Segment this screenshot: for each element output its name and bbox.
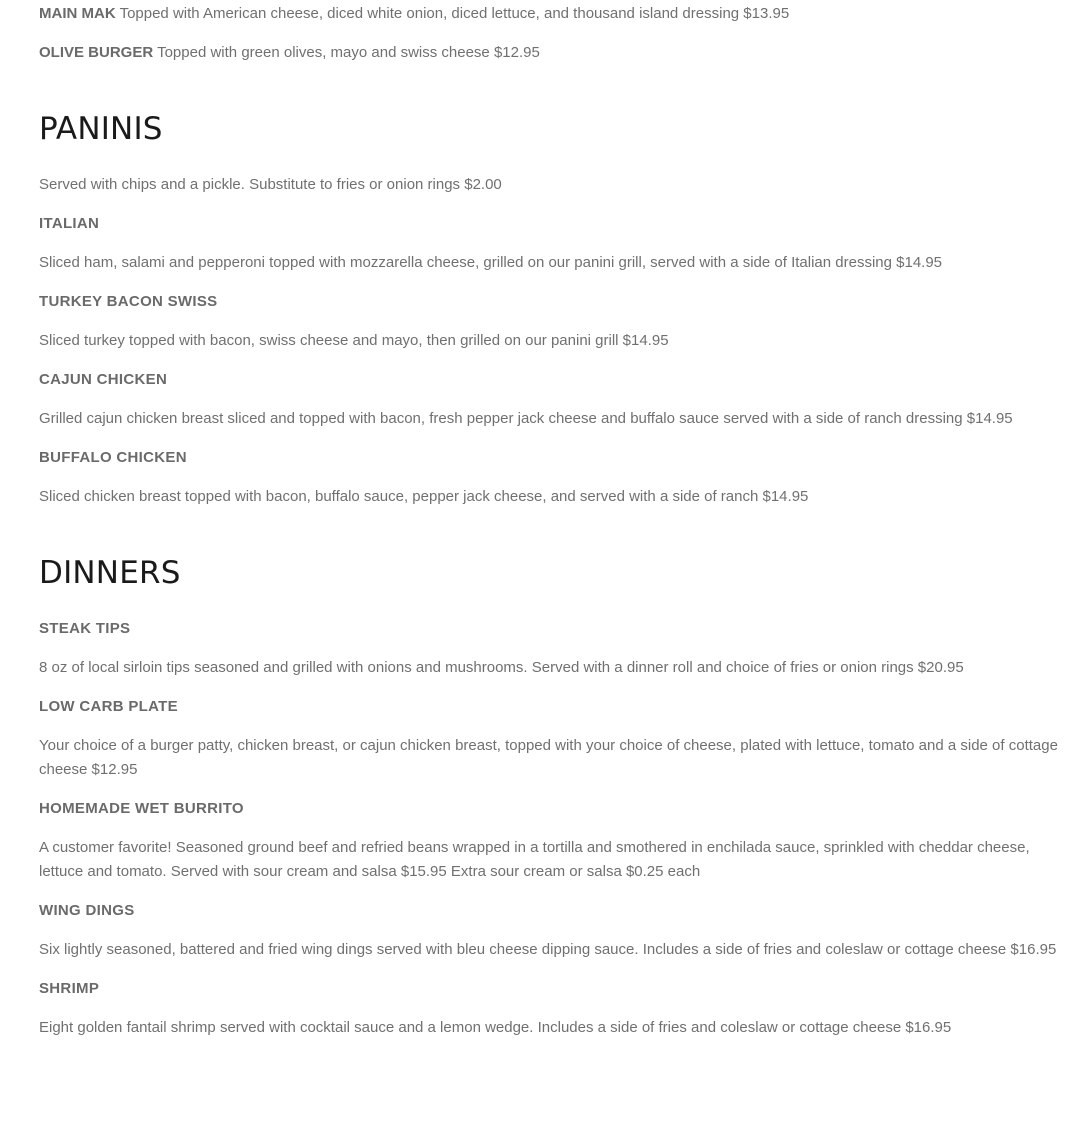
menu-page (39, 0, 1059, 1040)
item-description: Topped with green olives, mayo and swiss cheese $12.95 (157, 44, 540, 61)
item-name: BUFFALO CHICKEN (39, 449, 187, 466)
item-description: Six lightly seasoned, battered and fried wing dings served with bleu cheese dipping sauce. Includes a side of fries and coleslaw or cottage cheese $16.95 (39, 941, 1057, 958)
item-name: WING DINGS (39, 902, 135, 919)
item-name: ITALIAN (39, 215, 100, 232)
item-name: TURKEY BACON SWISS (39, 293, 218, 310)
menu-item-main-mak (39, 2, 1059, 26)
item-description: Sliced turkey topped with bacon, swiss cheese and mayo, then grilled on our panini grill $14.95 (39, 332, 669, 349)
item-description: Sliced chicken breast topped with bacon, buffalo sauce, pepper jack cheese, and served with a side of ranch $14.95 (39, 488, 809, 505)
section-title-paninis: PANINIS (39, 111, 163, 147)
item-name: SHRIMP (39, 980, 100, 997)
item-description: Your choice of a burger patty, chicken breast, or cajun chicken breast, topped with your choice of cheese, plated with lettuce, tomato and a side of cottage cheese $12.95 (39, 737, 1058, 778)
item-name: STEAK TIPS (39, 620, 131, 637)
item-name: LOW CARB PLATE (39, 698, 178, 715)
item-name: OLIVE BURGER (39, 44, 154, 61)
item-description: Topped with American cheese, diced white onion, diced lettuce, and thousand island dressing $13.95 (119, 5, 790, 22)
item-description: 8 oz of local sirloin tips seasoned and grilled with onions and mushrooms. Served with a dinner roll and choice of fries or onion rings $20.95 (39, 659, 964, 676)
item-name: HOMEMADE WET BURRITO (39, 800, 244, 817)
item-description: Grilled cajun chicken breast sliced and topped with bacon, fresh pepper jack cheese and buffalo sauce served with a side of ranch dressing $14.95 (39, 410, 1013, 427)
section-intro: Served with chips and a pickle. Substitute to fries or onion rings $2.00 (39, 176, 502, 193)
item-description: Sliced ham, salami and pepperoni topped with mozzarella cheese, grilled on our panini grill, served with a side of Italian dressing $14.95 (39, 254, 943, 271)
section-title-dinners: DINNERS (39, 555, 181, 591)
menu-item-olive-burger (39, 41, 1059, 65)
item-description: Eight golden fantail shrimp served with cocktail sauce and a lemon wedge. Includes a side of fries and coleslaw or cottage cheese $16.95 (39, 1019, 952, 1036)
item-name: MAIN MAK (39, 5, 116, 22)
item-name: CAJUN CHICKEN (39, 371, 168, 388)
item-description: A customer favorite! Seasoned ground beef and refried beans wrapped in a tortilla and smothered in enchilada sauce, sprinkled with cheddar cheese, lettuce and tomato. Served with sour cream and salsa $15.95 Extra sour cream or salsa $0.25 each (39, 839, 1030, 880)
